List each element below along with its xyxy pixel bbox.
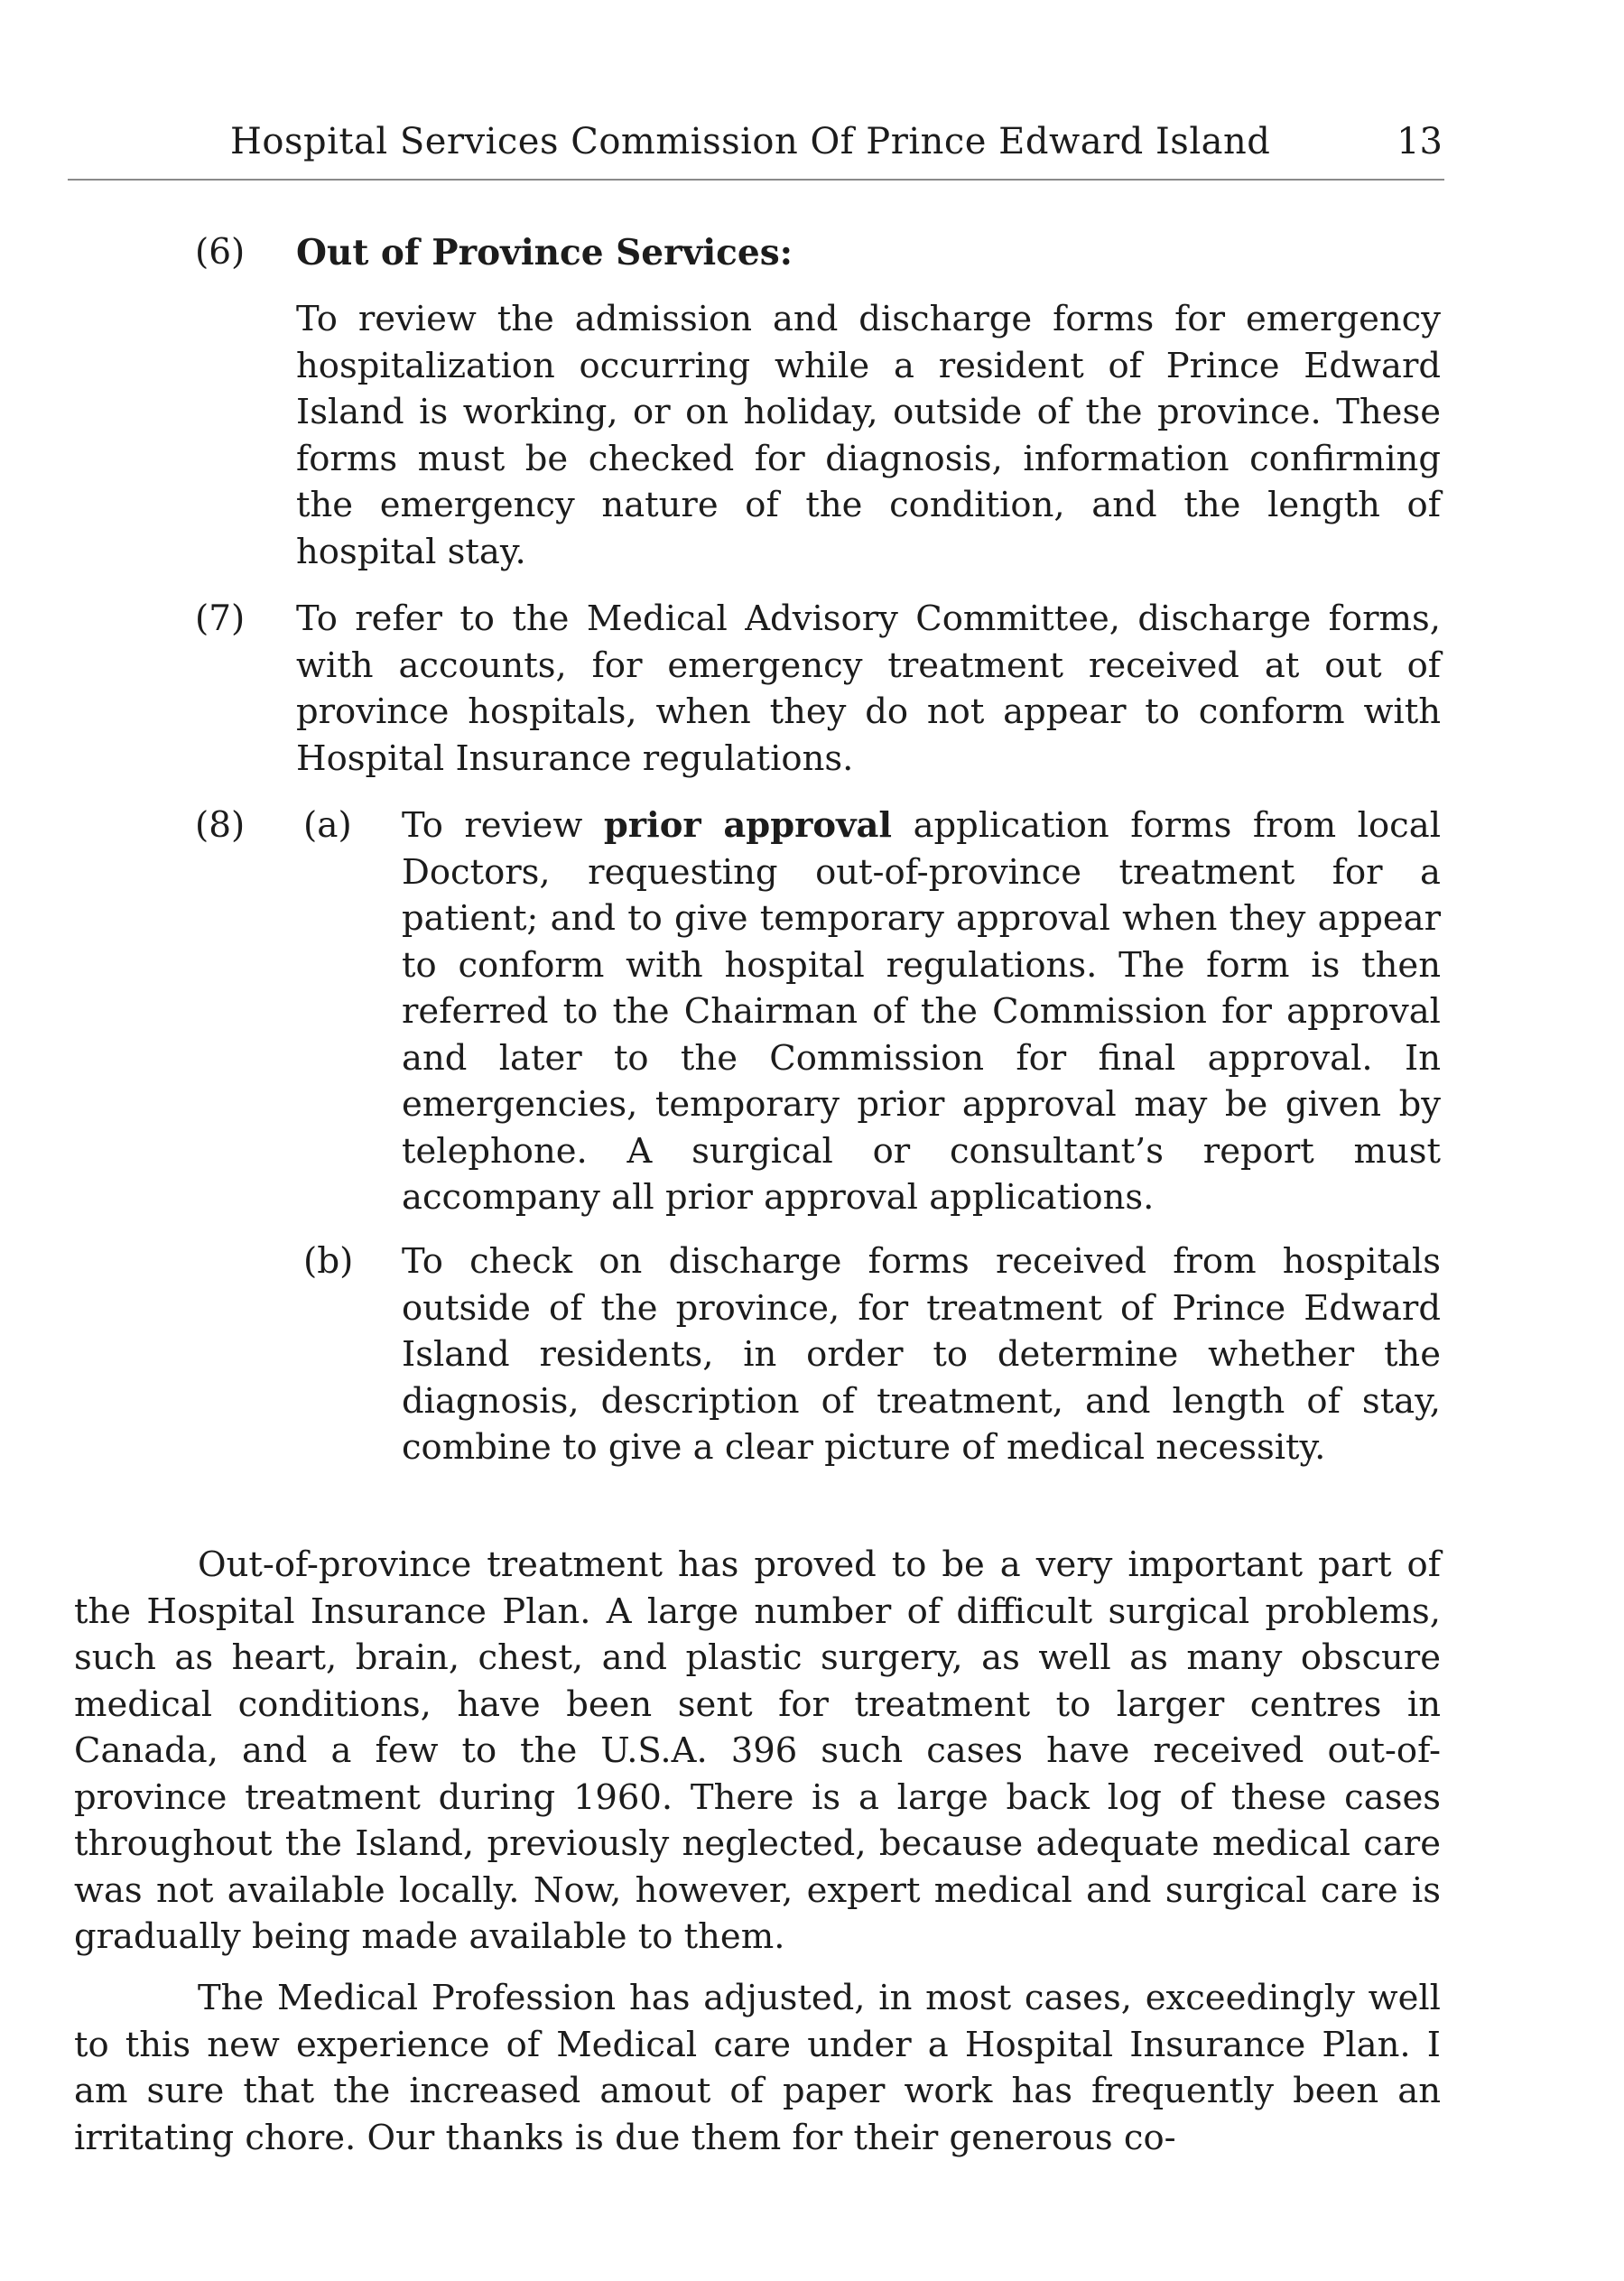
section-heading-out-of-province: Out of Province Services: — [296, 232, 793, 274]
item-8a-bold-phrase: prior approval — [603, 805, 893, 846]
item-7-text: To refer to the Medical Advisory Committee, discharge forms, with accounts, for emergency treatment received at out of province hospitals, when they do not appear to conform with Hospital Insurance regulations. — [296, 598, 1441, 779]
item-6-text: To review the admission and discharge forms for emergency hospitalization occurring while a resident of Prince Edward Island is working, or on holiday, outside of the province. These forms must be checked for diagnosis, information confirming the emergency nature of the condition, and the length of hospital stay. — [296, 299, 1441, 572]
item-8b-text: To check on discharge forms received from hospitals outside of the province, for treatment of Prince Edward Island residents, in order to determine whether the diagnosis, description of treatment, and length of stay, combine to give a clear picture of medical necessity. — [402, 1241, 1441, 1468]
page-number: 13 — [1397, 121, 1443, 162]
page-header — [68, 116, 1444, 181]
item-8b-label: (b) — [303, 1241, 354, 1282]
item-number-8: (8) — [195, 805, 246, 846]
item-number-7: (7) — [195, 598, 246, 639]
item-8a-text-after: application forms from local Doctors, requesting out-of-province treatment for a patient; and to give temporary approval when they appear to conform with hospital regulations. The form is then referred to the Chairman of the Commission for approval and later to the Commission for final approval. In emergencies, temporary prior approval may be given by telephone. A surgical or consultant’s report must accompany all prior approval applications. — [402, 805, 1442, 1218]
item-number-6: (6) — [195, 232, 246, 273]
item-8a-text-before: To review — [402, 805, 604, 846]
running-head: Hospital Services Commission Of Prince Edward Island — [230, 121, 1271, 162]
item-8a-label: (a) — [303, 805, 352, 846]
item-8a-text — [402, 802, 1441, 1221]
body-paragraph-2: The Medical Profession has adjusted, in most cases, exceedingly well to this new experience of Medical care under a Hospital Insurance Plan. I am sure that the increased amout of paper work has frequently been an irritating chore. Our thanks is due them for their generous co- — [74, 1978, 1441, 2158]
body-paragraph-1: Out-of-province treatment has proved to be a very important part of the Hospital Insurance Plan. A large number of difficult surgical problems, such as heart, brain, chest, and plastic surgery, as well as many obscure medical conditions, have been sent for treatment to larger centres in Canada, and a few to the U.S.A. 396 such cases have received out-of-province treatment during 1960. There is a large back log of these cases throughout the Island, previously neglected, because adequate medical care was not available locally. Now, however, expert medical and surgical care is gradually being made available to them. — [74, 1544, 1441, 1957]
